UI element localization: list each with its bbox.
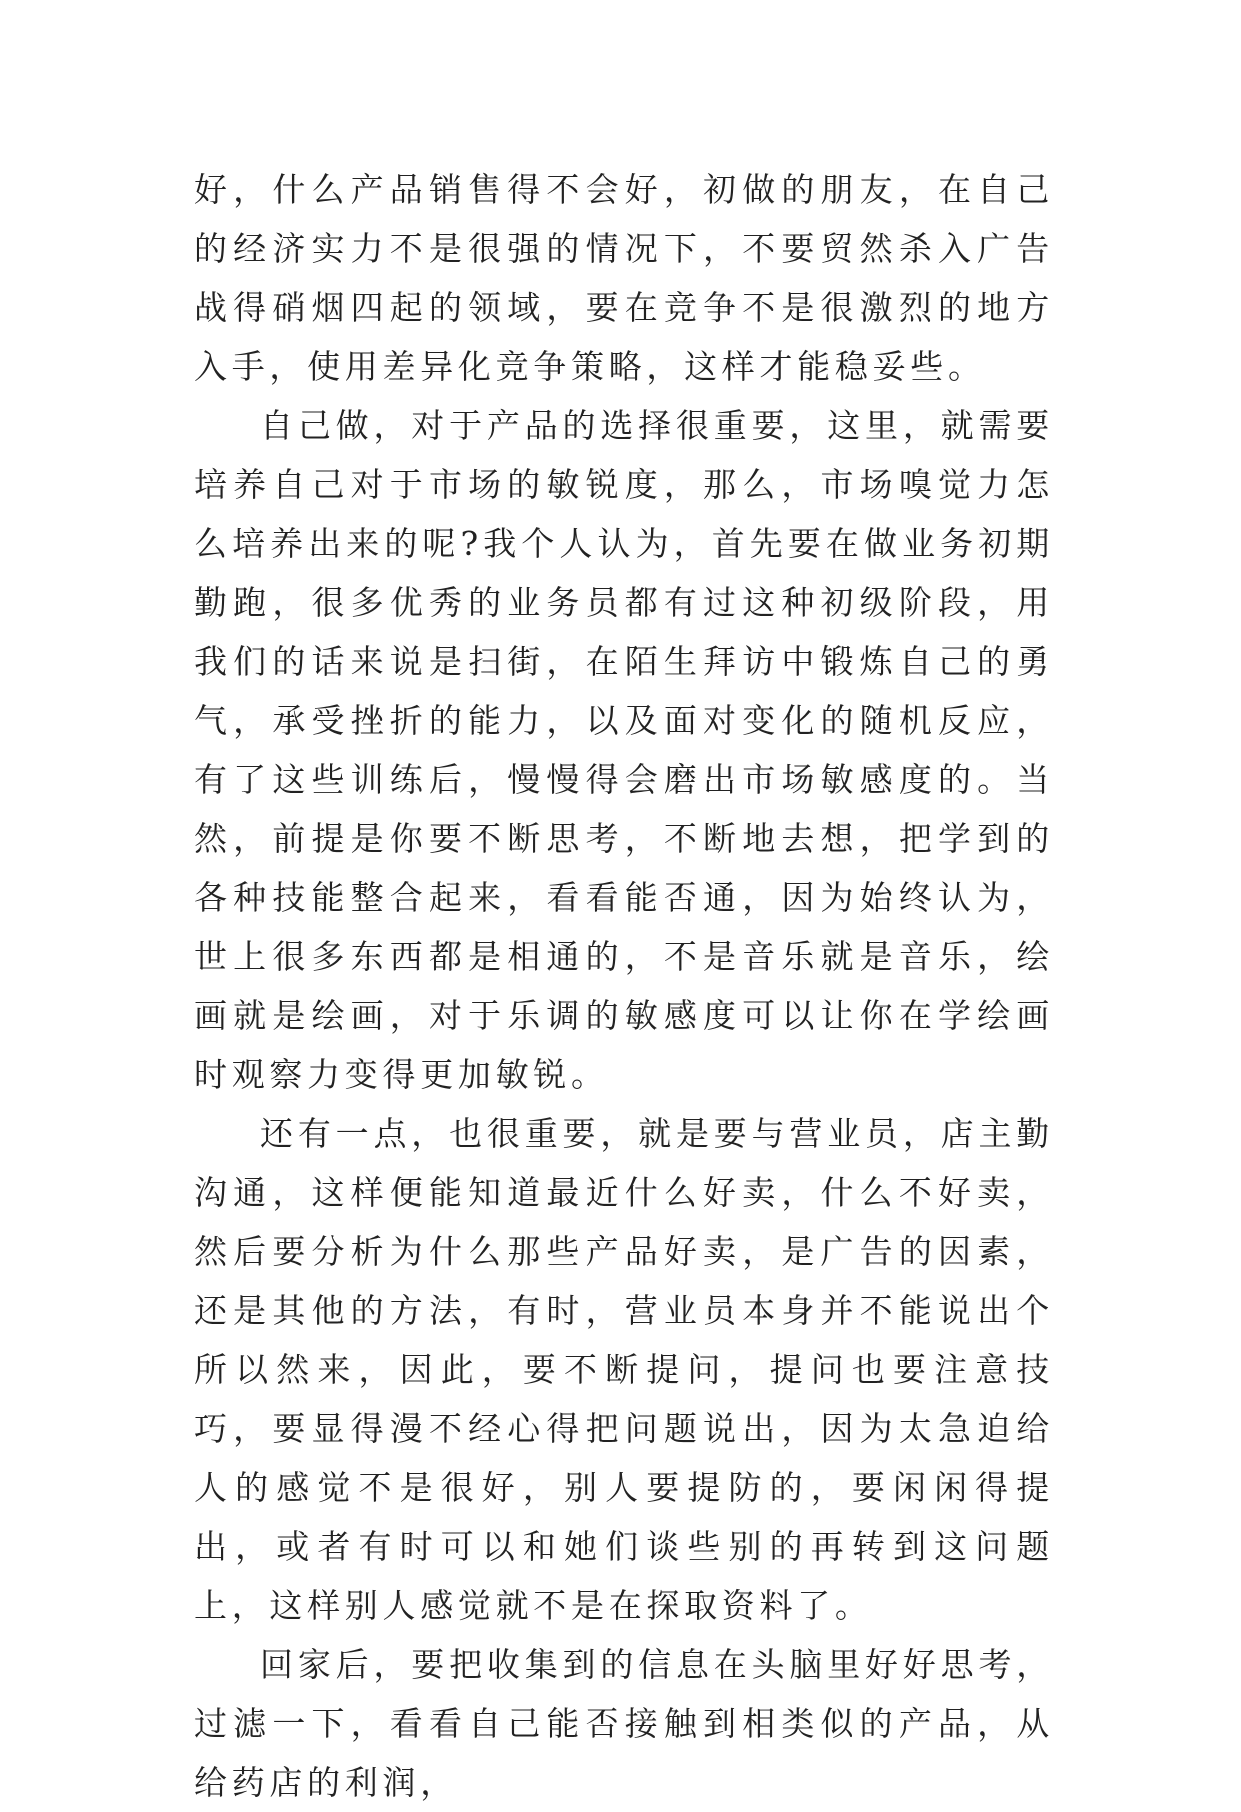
paragraph-2: 自己做，对于产品的选择很重要，这里，就需要培养自己对于市场的敏锐度，那么，市场嗅觉力怎么培养出来的呢?我个人认为，首先要在做业务初期勤跑，很多优秀的业务员都有过这种初级阶段，用我们的话来说是扫街，在陌生拜访中锻炼自己的勇气，承受挫折的能力，以及面对变化的随机反应，有了这些训练后，慢慢得会磨出市场敏感度的。当然，前提是你要不断思考，不断地去想，把学到的各种技能整合起来，看看能否通，因为始终认为，世上很多东西都是相通的，不是音乐就是音乐，绘画就是绘画，对于乐调的敏感度可以让你在学绘画时观察力变得更加敏锐。 bbox=[194, 406, 1054, 1094]
paragraph-4: 回家后，要把收集到的信息在头脑里好好思考，过滤一下，看看自己能否接触到相类似的产品，从给药店的利润， bbox=[194, 1645, 1054, 1802]
paragraph-1: 好，什么产品销售得不会好，初做的朋友，在自己的经济实力不是很强的情况下，不要贸然杀入广告战得硝烟四起的领域，要在竞争不是很激烈的地方入手，使用差异化竞争策略，这样才能稳妥些。 bbox=[194, 170, 1054, 386]
body-text bbox=[194, 160, 1054, 1812]
paragraph-3: 还有一点，也很重要，就是要与营业员，店主勤沟通，这样便能知道最近什么好卖，什么不好卖，然后要分析为什么那些产品好卖，是广告的因素，还是其他的方法，有时，营业员本身并不能说出个所以然来，因此，要不断提问，提问也要注意技巧，要显得漫不经心得把问题说出，因为太急迫给人的感觉不是很好，别人要提防的，要闲闲得提出，或者有时可以和她们谈些别的再转到这问题上，这样别人感觉就不是在探取资料了。 bbox=[194, 1114, 1054, 1625]
